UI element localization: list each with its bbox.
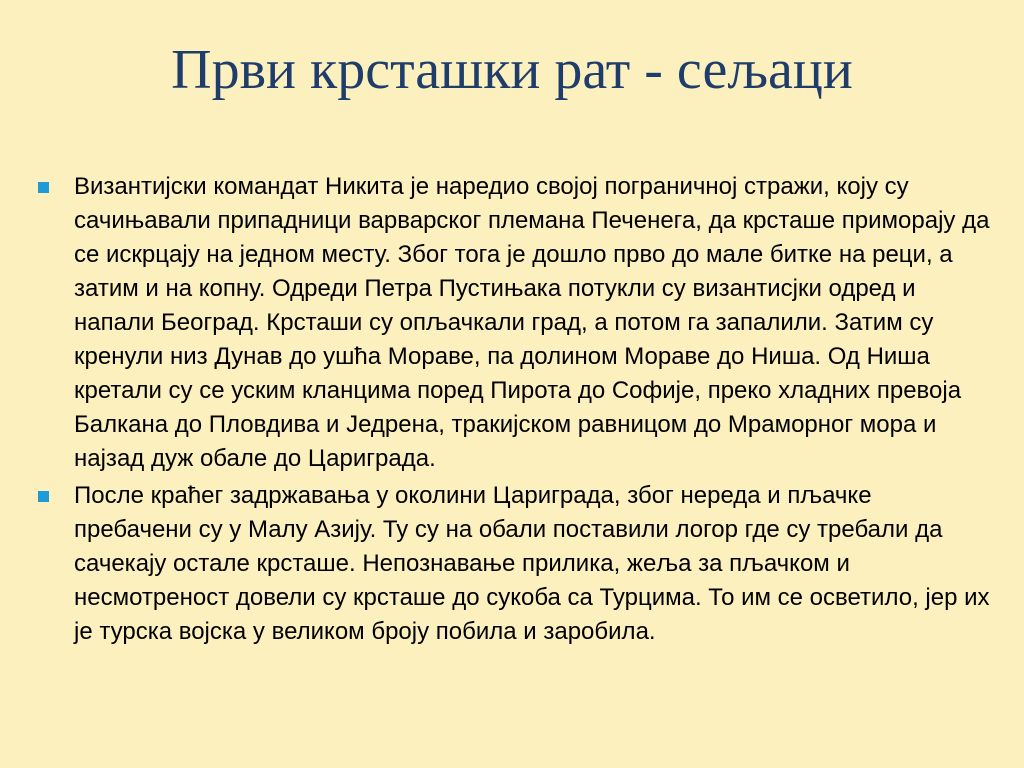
bullet-item: [36, 170, 996, 476]
bullet-text: Византијски командат Никита је наредио својој пограничној стражи, коју су сачињавали припадници варварског племана Печенега, да крсташе приморају да се искрцају на једном месту. Због тога је дошло прво до мале битке на реци, а затим и на копну. Одреди Петра Пустињака потукли су византисјки одред и напали Београд. Крсташи су опљачкали град, а потом га запалили. Затим су кренули низ Дунав до ушћа Мораве, па долином Мораве до Ниша. Од Ниша кретали су се уским кланцима поред Пирота до Софије, преко хладних превоја Балкана до Пловдива и Једрена, тракијском равницом до Мраморног мора и најзад дуж обале до Цариграда.: [74, 173, 990, 472]
bullet-text: После краћег задржавања у околини Цариграда, због нереда и пљачке пребачени су у Малу Азију. Ту су на обали поставили логор где су требали да сачекају остале крсташе. Непознавање прилика, жеља за пљачком и несмотреност довели су крсташе до сукоба са Турцима. То им се осветило, јер их је турска војска у великом броју побила и заробила.: [74, 482, 990, 645]
square-bullet-icon: [38, 491, 49, 502]
square-bullet-icon: [38, 182, 49, 193]
bullet-list: [36, 170, 996, 649]
slide-title: Први крсташки рат - сељаци: [171, 39, 853, 101]
bullet-item: [36, 479, 996, 649]
